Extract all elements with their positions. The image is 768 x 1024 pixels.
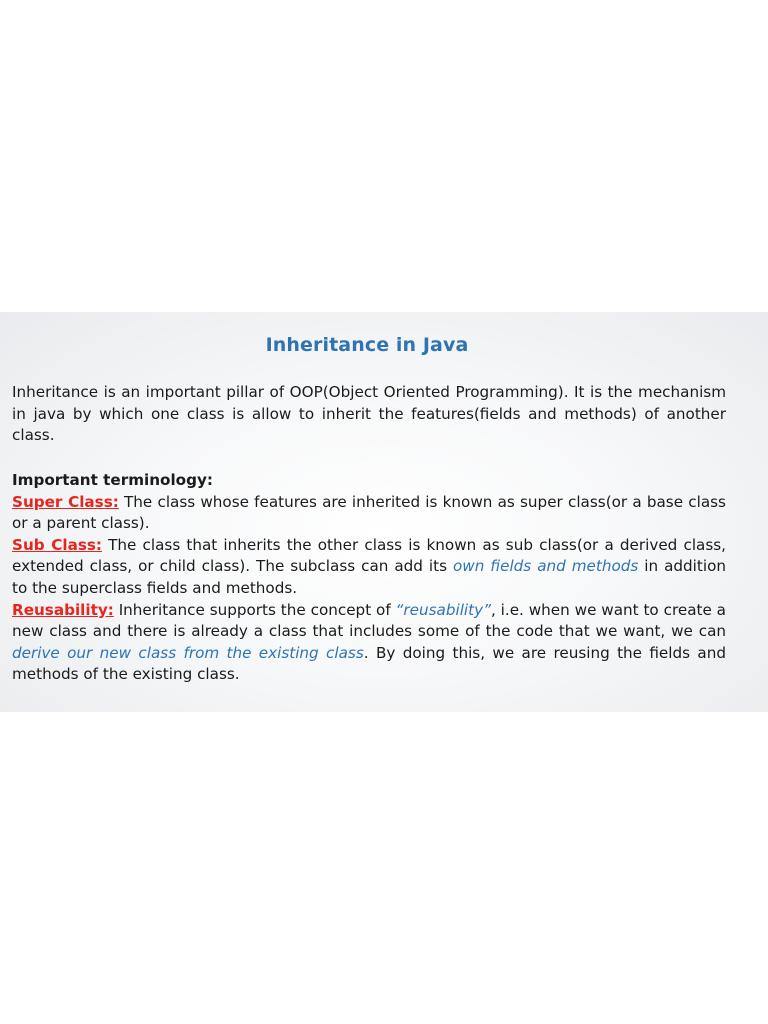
reusability-label: Reusability:	[12, 600, 114, 619]
reusability-emphasis: “reusability”	[395, 600, 491, 619]
intro-paragraph: Inheritance is an important pillar of OOP(Object Oriented Programming). It is the mechanism in java by which one class is allow to inherit the features(fields and methods) of another class.	[12, 383, 726, 445]
reusability-text-middle: , i.e. when we want to create a new class and there is already a class that includes some of the code that we want, we can	[12, 600, 726, 641]
slide-title: Inheritance in Java	[265, 334, 469, 356]
terminology-section	[12, 470, 726, 686]
slide	[0, 312, 768, 712]
reusability-text-before: Inheritance supports the concept of	[113, 600, 396, 619]
super-class-text: The class whose features are inherited is known as super class(or a base class or a parent class).	[12, 492, 726, 533]
super-class-definition	[12, 492, 726, 535]
sub-class-text-after: in addition to the superclass fields and methods.	[12, 557, 726, 597]
super-class-label: Super Class:	[12, 492, 119, 511]
reusability-text-after: . By doing this, we are reusing the fields and methods of the existing class.	[12, 643, 726, 684]
sub-class-definition	[12, 535, 726, 600]
sub-class-label: Sub Class:	[12, 535, 102, 554]
terminology-heading: Important terminology:	[12, 471, 213, 489]
derive-class-emphasis: derive our new class from the existing class	[12, 643, 364, 662]
reusability-definition	[12, 600, 726, 686]
sub-class-text-before: The class that inherits the other class is known as sub class(or a derived class, extended class, or child class). The subclass can add its	[12, 535, 726, 576]
sub-class-emphasis: own fields and methods	[452, 557, 639, 576]
